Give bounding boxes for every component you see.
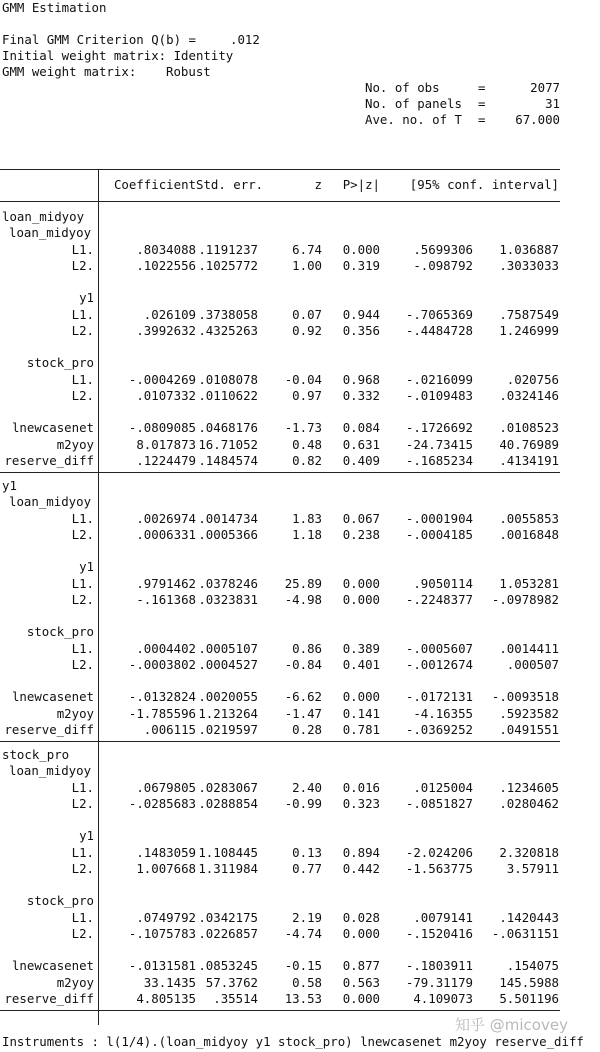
cell-pvalue: 0.000 (342, 241, 380, 257)
row-label: L1. (71, 909, 94, 925)
cell-ci-upper: 145.5988 (499, 974, 559, 990)
cell-z: -4.74 (284, 925, 322, 941)
cell-std-err: .35514 (213, 990, 258, 1006)
row-label: L2. (71, 526, 94, 542)
table-row (0, 420, 600, 436)
row-label: L1. (71, 575, 94, 591)
cell-ci-upper: 1.053281 (499, 575, 559, 591)
cell-ci-upper: .0014411 (499, 640, 559, 656)
cell-std-err: .1191237 (198, 241, 258, 257)
cell-pvalue: 0.968 (342, 371, 380, 387)
cell-ci-upper: .3033033 (499, 257, 559, 273)
variable-group-row (0, 624, 600, 640)
cell-coefficient: 4.805135 (136, 990, 196, 1006)
row-label: loan_midyoy (9, 763, 92, 779)
initial-weight-line: Initial weight matrix: Identity (2, 48, 234, 63)
cell-ci-upper: .5923582 (499, 705, 559, 721)
cell-ci-upper: 40.76989 (499, 436, 559, 452)
cell-pvalue: 0.238 (342, 526, 380, 542)
cell-std-err: .0853245 (198, 958, 258, 974)
row-label: L1. (71, 371, 94, 387)
row-label: loan_midyoy (9, 225, 92, 241)
equation-header-row (0, 478, 600, 494)
cell-ci-lower: -2.024206 (405, 844, 473, 860)
table-row (0, 975, 600, 991)
col-header-z: z (314, 177, 322, 192)
cell-pvalue: 0.319 (342, 257, 380, 273)
equation-separator-rule (0, 472, 560, 473)
stat-equals: = (478, 96, 486, 111)
row-label: stock_pro (26, 893, 94, 909)
gmm-weight-value: Robust (166, 64, 211, 79)
col-header-coefficient: Coefficient (113, 177, 196, 192)
cell-pvalue: 0.000 (342, 591, 380, 607)
table-row (0, 242, 600, 258)
cell-coefficient: .1483059 (136, 844, 196, 860)
cell-std-err: .0288854 (198, 795, 258, 811)
row-label: L2. (71, 591, 94, 607)
cell-std-err: .4325263 (198, 322, 258, 338)
equation-separator-rule (0, 1010, 560, 1011)
cell-z: 1.83 (292, 510, 322, 526)
cell-z: 0.86 (292, 640, 322, 656)
cell-ci-lower: -24.73415 (405, 436, 473, 452)
variable-group-row (0, 763, 600, 779)
table-row (0, 796, 600, 812)
cell-ci-upper: .0324146 (499, 387, 559, 403)
cell-std-err: .0005366 (198, 526, 258, 542)
variable-group-row (0, 893, 600, 909)
cell-ci-upper: .0491551 (499, 721, 559, 737)
cell-ci-lower: -.0369252 (405, 721, 473, 737)
table-row (0, 780, 600, 796)
cell-ci-upper: .0280462 (499, 795, 559, 811)
equation-header-row (0, 747, 600, 763)
cell-ci-lower: -.0851827 (405, 795, 473, 811)
row-label: L2. (71, 387, 94, 403)
table-row (0, 437, 600, 453)
cell-z: 0.13 (292, 844, 322, 860)
cell-z: -1.73 (284, 420, 322, 436)
cell-pvalue: 0.631 (342, 436, 380, 452)
cell-std-err: .1025772 (198, 257, 258, 273)
cell-ci-upper: 3.57911 (506, 860, 559, 876)
cell-std-err: 1.213264 (198, 705, 258, 721)
table-row (0, 388, 600, 404)
cell-std-err: .0342175 (198, 909, 258, 925)
cell-pvalue: 0.877 (342, 958, 380, 974)
cell-ci-upper: -.0631151 (491, 925, 559, 941)
row-label: m2yoy (56, 974, 94, 990)
cell-coefficient: .9791462 (136, 575, 196, 591)
cell-ci-lower: -.0109483 (405, 387, 473, 403)
row-label: L2. (71, 860, 94, 876)
stat-equals: = (478, 112, 486, 127)
row-label: L2. (71, 925, 94, 941)
row-label: lnewcasenet (11, 420, 94, 436)
cell-coefficient: .026109 (143, 306, 196, 322)
cell-z: 1.18 (292, 526, 322, 542)
cell-pvalue: 0.028 (342, 909, 380, 925)
table-row (0, 991, 600, 1007)
cell-coefficient: 33.1435 (143, 974, 196, 990)
cell-std-err: .0004527 (198, 656, 258, 672)
table-row (0, 453, 600, 469)
cell-ci-lower: -.7065369 (405, 306, 473, 322)
col-header-conf-interval: [95% conf. interval] (409, 177, 559, 192)
cell-coefficient: .3992632 (136, 322, 196, 338)
cell-ci-lower: .9050114 (413, 575, 473, 591)
stat-label: No. of obs (365, 80, 440, 95)
column-header-row (0, 177, 600, 193)
stat-ave-t (365, 112, 560, 128)
cell-std-err: .0014734 (198, 510, 258, 526)
output-title: GMM Estimation (2, 0, 107, 15)
cell-pvalue: 0.000 (342, 689, 380, 705)
cell-z: 6.74 (292, 241, 322, 257)
cell-std-err: .0005107 (198, 640, 258, 656)
row-label: L2. (71, 257, 94, 273)
cell-z: 13.53 (284, 990, 322, 1006)
cell-z: 0.28 (292, 721, 322, 737)
cell-coefficient: .0679805 (136, 779, 196, 795)
cell-pvalue: 0.563 (342, 974, 380, 990)
cell-pvalue: 0.323 (342, 795, 380, 811)
cell-pvalue: 0.084 (342, 420, 380, 436)
cell-ci-lower: -79.31179 (405, 974, 473, 990)
table-row (0, 861, 600, 877)
cell-ci-lower: -.0012674 (405, 656, 473, 672)
cell-z: 2.40 (292, 779, 322, 795)
row-label: y1 (79, 559, 94, 575)
cell-ci-upper: .0108523 (499, 420, 559, 436)
criterion-label: Final GMM Criterion Q(b) = (2, 32, 196, 47)
cell-coefficient: -.1075783 (128, 925, 196, 941)
stat-panels (365, 96, 560, 112)
cell-ci-lower: -1.563775 (405, 860, 473, 876)
cell-std-err: 1.311984 (198, 860, 258, 876)
cell-ci-upper: .1420443 (499, 909, 559, 925)
cell-coefficient: .8034088 (136, 241, 196, 257)
cell-coefficient: -.0003802 (128, 656, 196, 672)
cell-pvalue: 0.141 (342, 705, 380, 721)
cell-std-err: 1.108445 (198, 844, 258, 860)
cell-pvalue: 0.944 (342, 306, 380, 322)
cell-std-err: .0219597 (198, 721, 258, 737)
cell-coefficient: -.0285683 (128, 795, 196, 811)
stat-label: No. of panels (365, 96, 462, 111)
cell-ci-lower: -.4484728 (405, 322, 473, 338)
cell-ci-upper: 1.036887 (499, 241, 559, 257)
cell-coefficient: -1.785596 (128, 705, 196, 721)
cell-pvalue: 0.332 (342, 387, 380, 403)
cell-z: 25.89 (284, 575, 322, 591)
cell-z: 0.82 (292, 452, 322, 468)
table-row (0, 592, 600, 608)
cell-ci-lower: -.0004185 (405, 526, 473, 542)
cell-ci-lower: -.1685234 (405, 452, 473, 468)
cell-z: 2.19 (292, 909, 322, 925)
table-row (0, 258, 600, 274)
variable-group-row (0, 355, 600, 371)
cell-ci-upper: .020756 (506, 371, 559, 387)
cell-z: 0.92 (292, 322, 322, 338)
cell-z: -0.99 (284, 795, 322, 811)
cell-z: 0.97 (292, 387, 322, 403)
criterion-value: .012 (230, 32, 260, 47)
cell-ci-lower: .0125004 (413, 779, 473, 795)
row-label: m2yoy (56, 705, 94, 721)
cell-coefficient: 8.017873 (136, 436, 196, 452)
row-label: L2. (71, 656, 94, 672)
table-top-rule (0, 169, 560, 170)
table-row (0, 657, 600, 673)
cell-ci-upper: -.0978982 (491, 591, 559, 607)
table-row (0, 958, 600, 974)
cell-pvalue: 0.401 (342, 656, 380, 672)
cell-coefficient: .006115 (143, 721, 196, 737)
cell-z: -0.04 (284, 371, 322, 387)
cell-ci-lower: 4.109073 (413, 990, 473, 1006)
row-label: y1 (79, 290, 94, 306)
row-label: L1. (71, 779, 94, 795)
gmm-weight-label: GMM weight matrix: (2, 64, 137, 79)
variable-group-row (0, 494, 600, 510)
cell-pvalue: 0.409 (342, 452, 380, 468)
table-row (0, 689, 600, 705)
table-row (0, 323, 600, 339)
table-row (0, 845, 600, 861)
cell-coefficient: .0749792 (136, 909, 196, 925)
row-label: reserve_diff (4, 452, 94, 468)
cell-coefficient: -.161368 (136, 591, 196, 607)
cell-pvalue: 0.016 (342, 779, 380, 795)
cell-ci-upper: .000507 (506, 656, 559, 672)
row-label: loan_midyoy (9, 494, 92, 510)
cell-ci-upper: 1.246999 (499, 322, 559, 338)
cell-coefficient: -.0004269 (128, 371, 196, 387)
col-header-pvalue: P>|z| (342, 177, 380, 192)
row-label: lnewcasenet (11, 689, 94, 705)
cell-std-err: .1484574 (198, 452, 258, 468)
cell-pvalue: 0.000 (342, 990, 380, 1006)
cell-coefficient: -.0809085 (128, 420, 196, 436)
row-label: lnewcasenet (11, 958, 94, 974)
variable-group-row (0, 559, 600, 575)
cell-z: -0.15 (284, 958, 322, 974)
table-row (0, 706, 600, 722)
cell-coefficient: .0107332 (136, 387, 196, 403)
cell-ci-lower: -.2248377 (405, 591, 473, 607)
cell-coefficient: -.0131581 (128, 958, 196, 974)
cell-pvalue: 0.781 (342, 721, 380, 737)
row-label: L2. (71, 322, 94, 338)
table-row (0, 576, 600, 592)
cell-pvalue: 0.442 (342, 860, 380, 876)
cell-std-err: .3738058 (198, 306, 258, 322)
cell-std-err: 57.3762 (205, 974, 258, 990)
stat-value: 2077 (530, 80, 560, 95)
cell-ci-lower: -.1803911 (405, 958, 473, 974)
cell-coefficient: -.0132824 (128, 689, 196, 705)
cell-std-err: .0020055 (198, 689, 258, 705)
row-label: reserve_diff (4, 721, 94, 737)
cell-ci-upper: .4134191 (499, 452, 559, 468)
row-label: stock_pro (26, 624, 94, 640)
table-row (0, 307, 600, 323)
cell-std-err: .0323831 (198, 591, 258, 607)
cell-ci-lower: -.0172131 (405, 689, 473, 705)
stat-value: 31 (545, 96, 560, 111)
cell-pvalue: 0.356 (342, 322, 380, 338)
cell-z: 1.00 (292, 257, 322, 273)
row-label: stock_pro (26, 355, 94, 371)
cell-ci-upper: 5.501196 (499, 990, 559, 1006)
row-label: y1 (2, 478, 17, 493)
row-label: y1 (79, 828, 94, 844)
cell-ci-upper: .154075 (506, 958, 559, 974)
row-label: m2yoy (56, 436, 94, 452)
cell-z: 0.77 (292, 860, 322, 876)
cell-coefficient: .1224479 (136, 452, 196, 468)
cell-ci-upper: .7587549 (499, 306, 559, 322)
stat-obs (365, 80, 560, 96)
cell-ci-lower: -.1520416 (405, 925, 473, 941)
table-row (0, 722, 600, 738)
row-label: L1. (71, 306, 94, 322)
table-row (0, 910, 600, 926)
cell-std-err: .0110622 (198, 387, 258, 403)
cell-pvalue: 0.000 (342, 575, 380, 591)
table-row (0, 926, 600, 942)
row-label: L1. (71, 241, 94, 257)
row-label: reserve_diff (4, 990, 94, 1006)
variable-group-row (0, 828, 600, 844)
row-label: L1. (71, 510, 94, 526)
cell-z: 0.07 (292, 306, 322, 322)
cell-coefficient: .1022556 (136, 257, 196, 273)
watermark: 知乎 @micovey (455, 1016, 568, 1034)
cell-pvalue: 0.389 (342, 640, 380, 656)
cell-ci-lower: .5699306 (413, 241, 473, 257)
cell-std-err: .0226857 (198, 925, 258, 941)
cell-ci-lower: -.0001904 (405, 510, 473, 526)
table-row (0, 527, 600, 543)
cell-z: -1.47 (284, 705, 322, 721)
table-row (0, 372, 600, 388)
row-label: L1. (71, 640, 94, 656)
row-label: L1. (71, 844, 94, 860)
cell-coefficient: .0004402 (136, 640, 196, 656)
col-header-std-err: Std. err. (196, 177, 264, 192)
instruments-footer: Instruments : l(1/4).(loan_midyoy y1 stock_pro) lnewcasenet m2yoy reserve_diff (2, 1034, 584, 1049)
cell-ci-lower: -4.16355 (413, 705, 473, 721)
cell-pvalue: 0.067 (342, 510, 380, 526)
variable-group-row (0, 290, 600, 306)
cell-ci-upper: 2.320818 (499, 844, 559, 860)
equation-header-row (0, 209, 600, 225)
cell-z: -6.62 (284, 689, 322, 705)
cell-ci-lower: .0079141 (413, 909, 473, 925)
cell-std-err: 16.71052 (198, 436, 258, 452)
cell-ci-lower: -.0216099 (405, 371, 473, 387)
table-row (0, 641, 600, 657)
table-row (0, 511, 600, 527)
row-label: loan_midyoy (2, 209, 85, 224)
cell-coefficient: .0026974 (136, 510, 196, 526)
cell-ci-upper: .0055853 (499, 510, 559, 526)
cell-std-err: .0468176 (198, 420, 258, 436)
table-header-rule (0, 201, 560, 202)
cell-std-err: .0108078 (198, 371, 258, 387)
cell-coefficient: 1.007668 (136, 860, 196, 876)
row-label: L2. (71, 795, 94, 811)
cell-z: 0.58 (292, 974, 322, 990)
stat-equals: = (478, 80, 486, 95)
stat-label: Ave. no. of T (365, 112, 462, 127)
cell-ci-upper: -.0093518 (491, 689, 559, 705)
cell-ci-lower: -.1726692 (405, 420, 473, 436)
cell-z: -4.98 (284, 591, 322, 607)
equation-separator-rule (0, 741, 560, 742)
cell-pvalue: 0.894 (342, 844, 380, 860)
cell-std-err: .0378246 (198, 575, 258, 591)
variable-group-row (0, 225, 600, 241)
cell-ci-lower: -.098792 (413, 257, 473, 273)
stat-value: 67.000 (515, 112, 560, 127)
cell-std-err: .0283067 (198, 779, 258, 795)
cell-z: 0.48 (292, 436, 322, 452)
cell-ci-lower: -.0005607 (405, 640, 473, 656)
cell-ci-upper: .0016848 (499, 526, 559, 542)
cell-ci-upper: .1234605 (499, 779, 559, 795)
cell-coefficient: .0006331 (136, 526, 196, 542)
cell-pvalue: 0.000 (342, 925, 380, 941)
cell-z: -0.84 (284, 656, 322, 672)
row-label: stock_pro (2, 747, 70, 762)
